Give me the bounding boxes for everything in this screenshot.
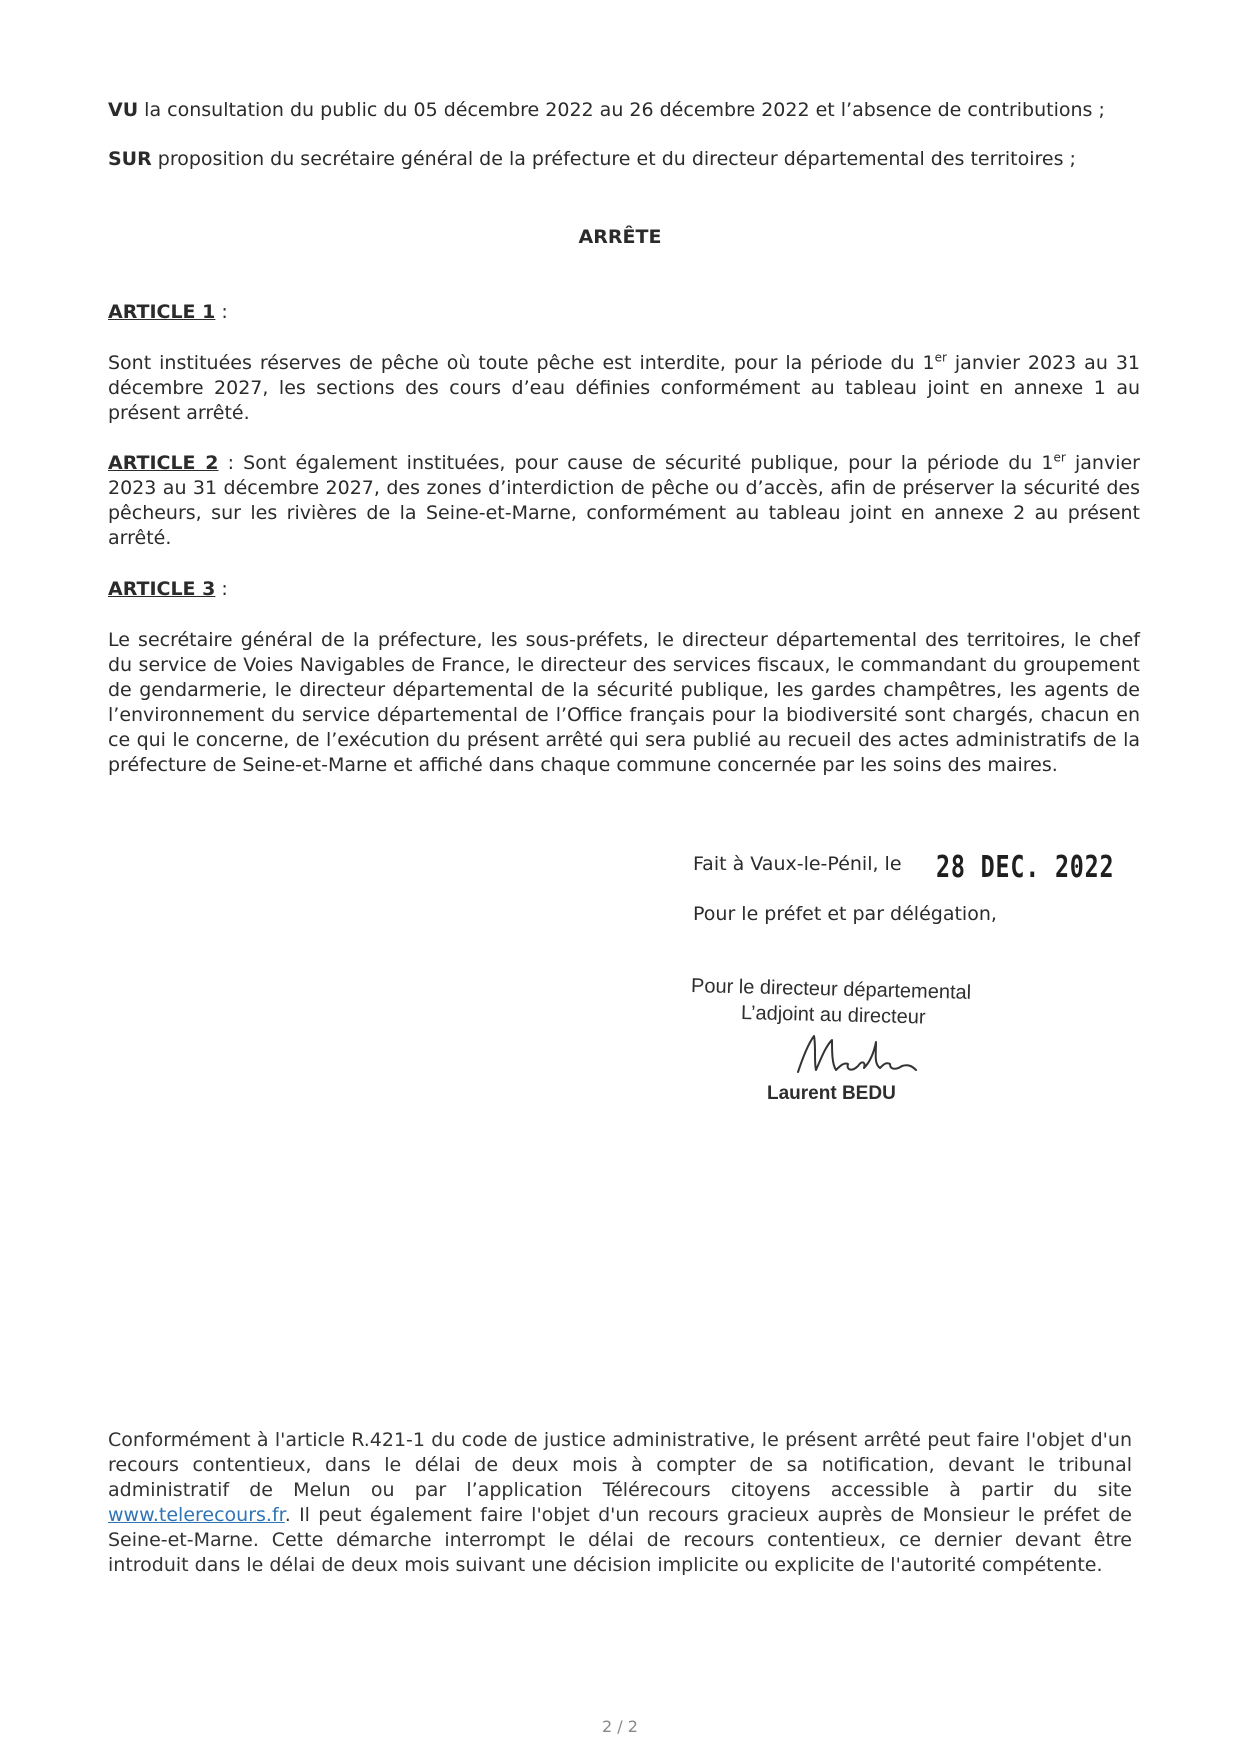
article1-text-a: Sont instituées réserves de pêche où toute pêche est interdite, pour la période du 1 [108, 352, 935, 374]
stamp-line-2: L’adjoint au directeur [740, 1002, 926, 1029]
signer-name: Laurent BEDU [767, 1083, 896, 1104]
telerecours-link[interactable]: www.telerecours.fr [108, 1504, 285, 1526]
article3-heading-line [108, 577, 1140, 602]
vu-paragraph [108, 98, 1140, 123]
article2-sup: er [1053, 450, 1066, 465]
article2-text-b: janvier 2023 au 31 décembre 2027, des zones d’interdiction de pêche ou d’accès, afin de préserver la sécurité des pêcheurs, sur les rivières de la Seine-et-Marne, conformément au tableau joint en annexe 2 au présent arrêté. [108, 452, 1140, 549]
legal-notice-text-a: Conformément à l'article R.421-1 du code de justice administrative, le présent arrêté peut faire l'objet d'un recours contentieux, dans le délai de deux mois à compter de sa notification, devant le tribunal administratif de Melun ou par l’application Télérecours citoyens accessible à partir du site [108, 1429, 1132, 1501]
signature-delegation: Pour le préfet et par délégation, [693, 903, 997, 925]
vu-keyword: VU [108, 99, 139, 121]
article2-heading: ARTICLE 2 [108, 452, 219, 474]
article1-text-b: janvier 2023 au 31 décembre 2027, les sections des cours d’eau définies conformément au tableau joint en annexe 1 au présent arrêté. [108, 352, 1140, 424]
article2-text-a: : Sont également instituées, pour cause de sécurité publique, pour la période du 1 [218, 452, 1054, 474]
sur-keyword: SUR [108, 148, 152, 170]
vu-text: la consultation du public du 05 décembre 2022 au 26 décembre 2022 et l’absence de contributions ; [138, 99, 1105, 121]
article1-heading: ARTICLE 1 [108, 301, 216, 323]
article1-text [108, 351, 1140, 426]
article2-paragraph [108, 451, 1140, 551]
signature-place: Fait à Vaux-le-Pénil, le [693, 853, 902, 875]
sur-paragraph [108, 147, 1140, 172]
legal-notice [108, 1428, 1132, 1578]
article1-sup: er [934, 350, 947, 365]
article1-colon: : [215, 301, 228, 323]
handwritten-signature [792, 1030, 922, 1080]
date-stamp: 28 DEC. 2022 [936, 850, 1115, 885]
article3-text: Le secrétaire général de la préfecture, les sous-préfets, le directeur départemental des territoires, le chef du service de Voies Navigables de France, le directeur des services fiscaux, le commandant du groupement de gendarmerie, le directeur départemental de la sécurité publique, les gardes champêtres, les agents de l’environnement du service départemental de l’Office français pour la biodiversité sont chargés, chacun en ce qui le concerne, de l’exécution du présent arrêté qui sera publié au recueil des actes administratifs de la préfecture de Seine-et-Marne et affiché dans chaque commune concernée par les soins des maires. [108, 629, 1140, 776]
stamp-line-1: Pour le directeur départemental [690, 975, 972, 1004]
article1-heading-line [108, 300, 1140, 325]
arrete-title: ARRÊTE [578, 226, 662, 248]
legal-notice-text-b: . Il peut également faire l'objet d'un recours gracieux auprès de Monsieur le préfet de Seine-et-Marne. Cette démarche interrompt le délai de recours contentieux, ce dernier devant être introduit dans le délai de deux mois suivant une décision implicite ou explicite de l'autorité compétente. [108, 1504, 1132, 1576]
sur-text: proposition du secrétaire général de la préfecture et du directeur départemental des territoires ; [151, 148, 1076, 170]
page-number: 2 / 2 [602, 1717, 638, 1736]
article3-colon: : [215, 578, 228, 600]
article3-heading: ARTICLE 3 [108, 578, 216, 600]
